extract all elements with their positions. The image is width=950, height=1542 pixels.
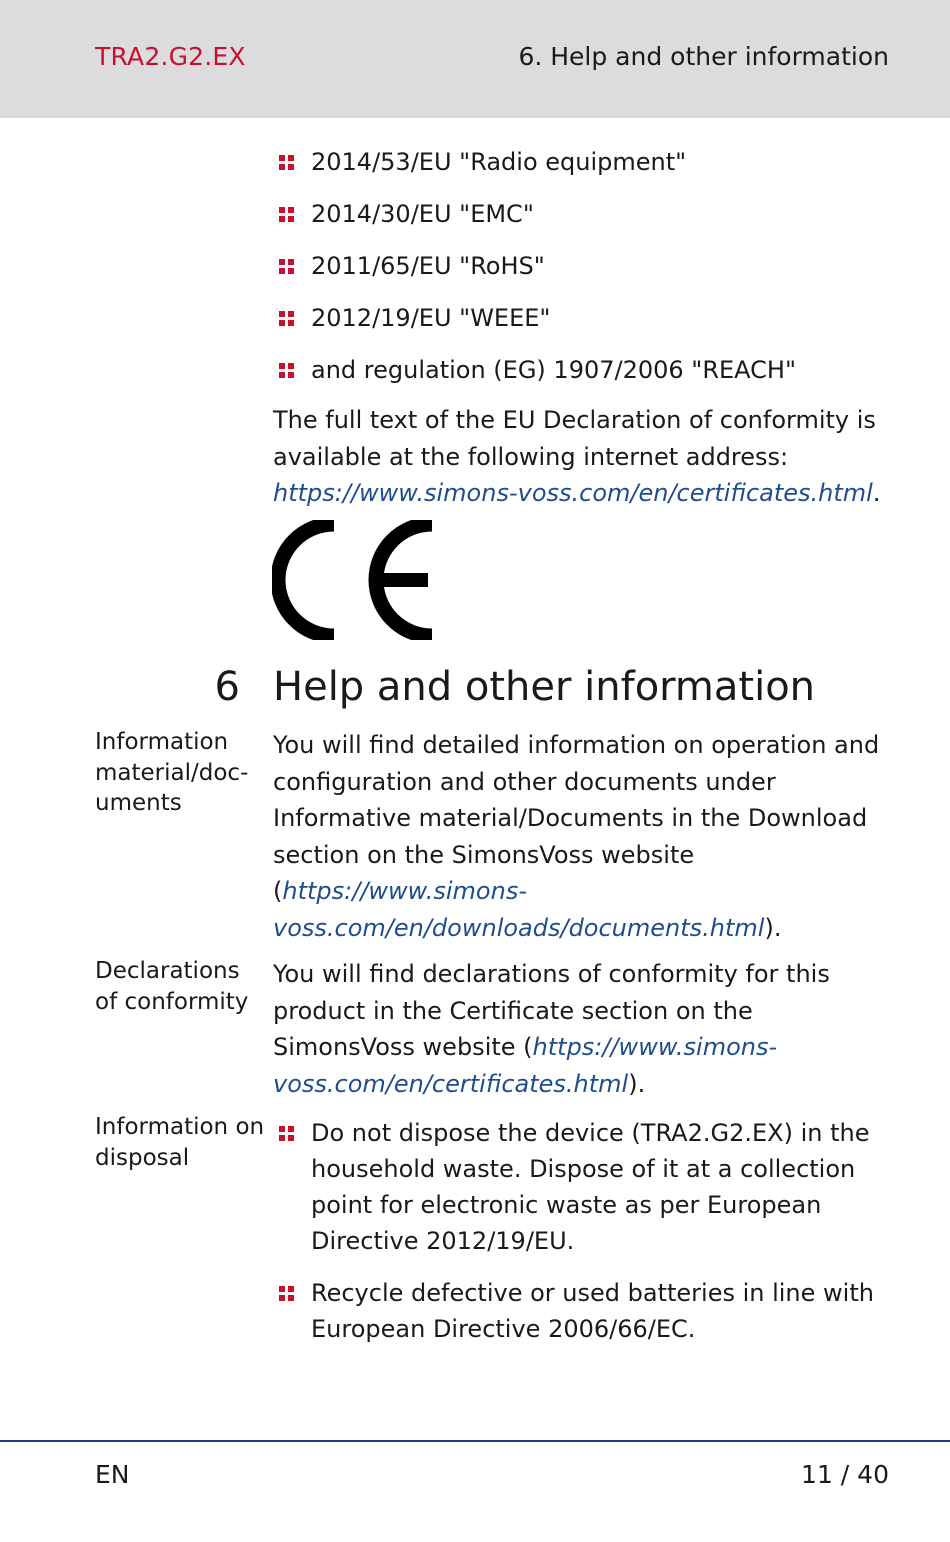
list-item	[273, 352, 893, 388]
page-header	[0, 0, 950, 118]
conformity-paragraph	[273, 956, 893, 1102]
footer-divider	[0, 1440, 950, 1442]
section-number: 6	[214, 664, 240, 710]
downloads-link[interactable]: https://www.simons-voss.com/en/downloads/documents.html	[273, 877, 765, 942]
directive-list	[273, 144, 893, 404]
ce-mark-logo	[272, 520, 437, 640]
information-material-suffix: ).	[764, 913, 782, 942]
list-item	[273, 1115, 893, 1259]
bullet-icon	[279, 259, 295, 275]
list-item	[273, 300, 893, 336]
bullet-icon	[279, 363, 295, 379]
conformity-certificates-link[interactable]: https://www.simons-voss.com/en/certificates.html	[273, 1033, 778, 1098]
bullet-icon	[279, 1286, 295, 1302]
bullet-icon	[279, 155, 295, 171]
information-material-paragraph	[273, 727, 893, 946]
declaration-paragraph	[273, 402, 893, 512]
footer-language: EN	[95, 1460, 130, 1489]
side-label-disposal: Information on disposal	[95, 1114, 265, 1171]
list-item	[273, 1275, 893, 1347]
disposal-text: Recycle defective or used batteries in line with European Directive 2006/66/EC.	[311, 1279, 874, 1343]
product-name: TRA2.G2.EX	[95, 42, 246, 71]
conformity-suffix: ).	[628, 1069, 646, 1098]
directive-text: 2014/30/EU "EMC"	[311, 200, 534, 228]
footer-page-number: 11 / 40	[801, 1460, 889, 1489]
section-title: Help and other information	[273, 664, 816, 710]
directive-text: and regulation (EG) 1907/2006 "REACH"	[311, 356, 797, 384]
directive-text: 2011/65/EU "RoHS"	[311, 252, 545, 280]
declaration-suffix: .	[872, 479, 881, 507]
directive-text: 2012/19/EU "WEEE"	[311, 304, 551, 332]
declaration-text: The full text of the EU Declaration of conformity is available at the following internet address:	[273, 406, 876, 471]
side-label-declarations: Declarations of conformity	[95, 958, 249, 1015]
list-item	[273, 144, 893, 180]
conformity-text: You will find declarations of conformity for this product in the Certificate section on the SimonsVoss website (	[273, 960, 830, 1061]
certificates-link[interactable]: https://www.simons-voss.com/en/certificates.html	[273, 479, 873, 507]
disposal-list	[273, 1115, 893, 1363]
bullet-icon	[279, 311, 295, 327]
list-item	[273, 196, 893, 232]
directive-text: 2014/53/EU "Radio equipment"	[311, 148, 687, 176]
disposal-text: Do not dispose the device (TRA2.G2.EX) in the household waste. Dispose of it at a collection point for electronic waste as per European Directive 2012/19/EU.	[311, 1119, 870, 1255]
chapter-title: 6. Help and other information	[518, 42, 889, 71]
bullet-icon	[279, 207, 295, 223]
information-material-text: You will find detailed information on operation and configuration and other documents under Informative material/Documents in the Download section on the SimonsVoss website (	[273, 731, 880, 905]
side-label-information-material: Information material/doc-uments	[95, 729, 249, 816]
bullet-icon	[279, 1126, 295, 1142]
list-item	[273, 248, 893, 284]
